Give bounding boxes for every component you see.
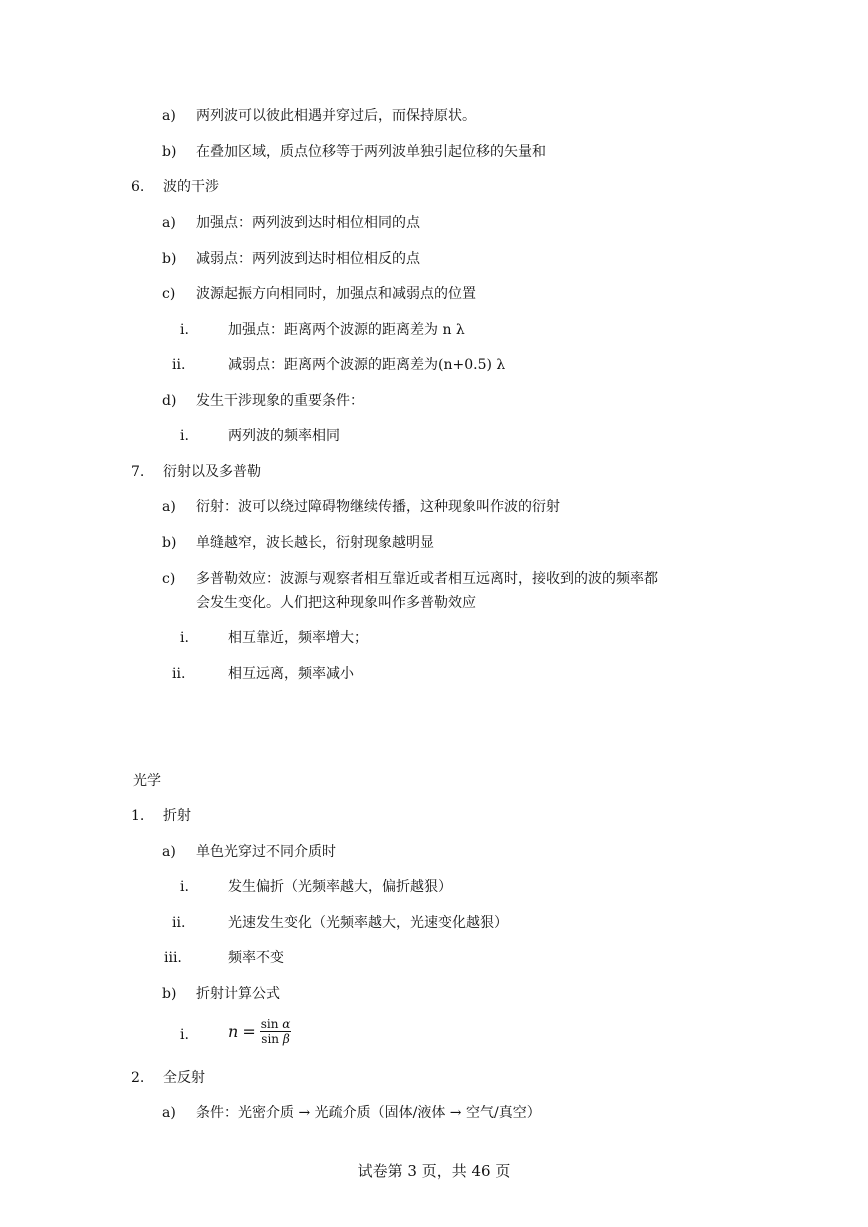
list-marker: 2. [131, 1070, 145, 1086]
list-text: 衍射：波可以绕过障碍物继续传播，这种现象叫作波的衍射 [196, 499, 560, 515]
list-marker: c) [162, 286, 176, 302]
list-text: 发生偏折（光频率越大，偏折越狠） [228, 879, 452, 895]
list-text: 两列波的频率相同 [228, 428, 340, 444]
list-marker: b) [162, 251, 177, 267]
list-text: 加强点：距离两个波源的距离差为 n λ [228, 322, 465, 338]
list-marker: b) [162, 144, 177, 160]
list-marker: ii. [172, 666, 186, 682]
denominator-var: β [282, 1032, 290, 1046]
list-text: 条件：光密介质 → 光疏介质（固体/液体 → 空气/真空） [196, 1105, 541, 1121]
page-footer: 试卷第 3 页，共 46 页 [357, 1162, 511, 1180]
list-marker: a) [162, 215, 176, 231]
list-marker: iii. [164, 950, 182, 966]
list-text: 单缝越窄，波长越长，衍射现象越明显 [196, 535, 434, 551]
list-marker: b) [162, 535, 177, 551]
list-marker: i. [180, 630, 189, 646]
list-marker: c) [162, 571, 176, 587]
list-text: 相互远离，频率减小 [228, 666, 354, 682]
list-text: 会发生变化。人们把这种现象叫作多普勒效应 [196, 595, 476, 611]
list-marker: 6. [131, 179, 145, 195]
list-marker: a) [162, 844, 176, 860]
list-text: 多普勒效应：波源与观察者相互靠近或者相互远离时，接收到的波的频率都 [196, 571, 658, 587]
list-marker: i. [180, 428, 189, 444]
list-marker: a) [162, 108, 176, 124]
formula-equals: = [242, 1022, 256, 1041]
list-text: 衍射以及多普勒 [163, 464, 261, 480]
list-text: 波源起振方向相同时，加强点和减弱点的位置 [196, 286, 476, 302]
list-marker: i. [180, 879, 189, 895]
refraction-formula [228, 1017, 291, 1046]
list-marker: ii. [172, 357, 186, 373]
list-marker: b) [162, 986, 177, 1002]
list-text: 加强点：两列波到达时相位相同的点 [196, 215, 420, 231]
list-text: 单色光穿过不同介质时 [196, 844, 336, 860]
denominator-fn: sin [261, 1032, 280, 1046]
list-marker: i. [180, 322, 189, 338]
list-text: 折射计算公式 [196, 986, 280, 1002]
list-marker: d) [162, 393, 177, 409]
numerator-fn: sin [260, 1017, 279, 1031]
formula-lhs: n [228, 1022, 239, 1041]
list-text: 在叠加区域，质点位移等于两列波单独引起位移的矢量和 [196, 144, 546, 160]
list-text: 波的干涉 [163, 179, 219, 195]
list-text: 减弱点：两列波到达时相位相反的点 [196, 251, 420, 267]
list-text: 减弱点：距离两个波源的距离差为(n+0.5) λ [228, 357, 506, 373]
list-text: 折射 [163, 808, 191, 824]
list-text: 全反射 [163, 1070, 205, 1086]
list-text: 发生干涉现象的重要条件： [196, 393, 364, 409]
formula-fraction [260, 1017, 292, 1046]
list-text: 频率不变 [228, 950, 284, 966]
section-title-optics: 光学 [133, 773, 161, 789]
list-marker: i. [180, 1027, 189, 1043]
list-text: 两列波可以彼此相遇并穿过后，而保持原状。 [196, 108, 476, 124]
list-marker: 7. [131, 464, 145, 480]
list-marker: a) [162, 1105, 176, 1121]
list-marker: a) [162, 499, 176, 515]
numerator-var: α [282, 1017, 291, 1031]
list-text: 光速发生变化（光频率越大，光速变化越狠） [228, 915, 508, 931]
list-marker: ii. [172, 915, 186, 931]
formula-numerator [260, 1017, 292, 1032]
formula-denominator [261, 1032, 290, 1046]
list-marker: 1. [131, 808, 145, 824]
list-text: 相互靠近，频率增大； [228, 630, 368, 646]
